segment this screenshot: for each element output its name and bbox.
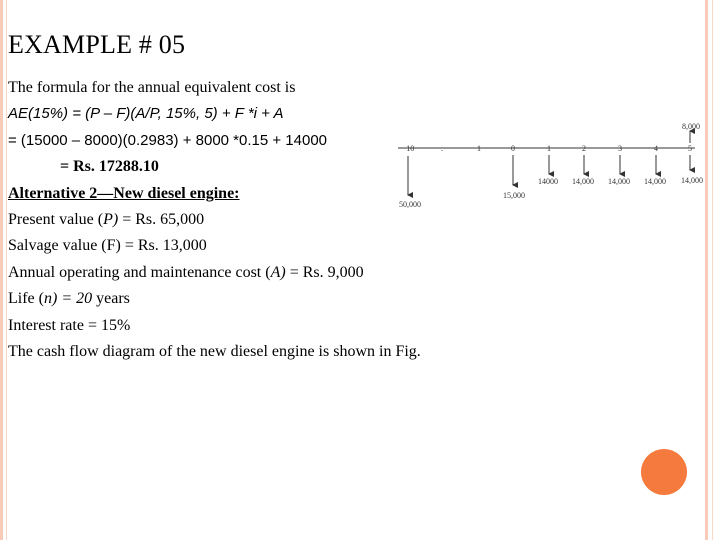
- axis-label-dot: .: [441, 144, 443, 153]
- axis-label-5: 5: [688, 144, 692, 153]
- substitution-line: = (15000 – 8000)(0.2983) + 8000 *0.15 + 14000: [8, 131, 328, 149]
- axis-label-2: 2: [582, 144, 586, 153]
- annual-cost-label-2: 14,000: [572, 177, 594, 186]
- closing-line: The cash flow diagram of the new diesel engine is shown in Fig.: [8, 342, 421, 360]
- result-line: = Rs. 17288.10: [60, 158, 159, 176]
- annual-cost-label-5: 14,000: [681, 176, 703, 185]
- annual-cost-label-4: 14,000: [644, 177, 666, 186]
- annual-cost-label: Annual operating and maintenance cost (: [8, 263, 271, 281]
- alternative-heading: Alternative 2—New diesel engine:: [8, 184, 240, 202]
- formula-line: AE(15%) = (P – F)(A/P, 15%, 5) + F *i + A: [8, 105, 284, 123]
- life-symbol: n) = 20: [43, 290, 93, 308]
- salvage-label: 8,000: [682, 122, 700, 131]
- annual-cost-label-1: 14000: [538, 177, 558, 186]
- intro-line: The formula for the annual equivalent cost is: [8, 79, 296, 96]
- annual-cost-label-3: 14,000: [608, 177, 630, 186]
- axis-label-1a: 1: [477, 144, 481, 153]
- annual-cost-amount: = Rs. 9,000: [285, 263, 364, 281]
- initial-cost-label: 50,000: [399, 200, 421, 209]
- present-value-amount: = Rs. 65,000: [118, 210, 205, 228]
- interest-line: Interest rate = 15%: [8, 316, 131, 334]
- life-unit: years: [92, 290, 130, 308]
- present-value-symbol: P): [103, 210, 119, 228]
- present-value-label: Present value (: [8, 210, 104, 228]
- salvage-line: Salvage value (F) = Rs. 13,000: [8, 237, 207, 255]
- slide-title: EXAMPLE # 05: [8, 30, 186, 59]
- life-label: Life (: [8, 290, 44, 308]
- axis-label-4: 4: [654, 144, 658, 153]
- axis-label-3: 3: [618, 144, 622, 153]
- annual-cost-symbol: A): [270, 263, 286, 281]
- cost-15000-label: 15,000: [503, 191, 525, 200]
- axis-label-minus10: −10: [401, 144, 415, 153]
- axis-label-1: 1: [547, 144, 551, 153]
- axis-label-0: 0: [511, 144, 515, 153]
- decorative-orange-circle: [641, 449, 687, 495]
